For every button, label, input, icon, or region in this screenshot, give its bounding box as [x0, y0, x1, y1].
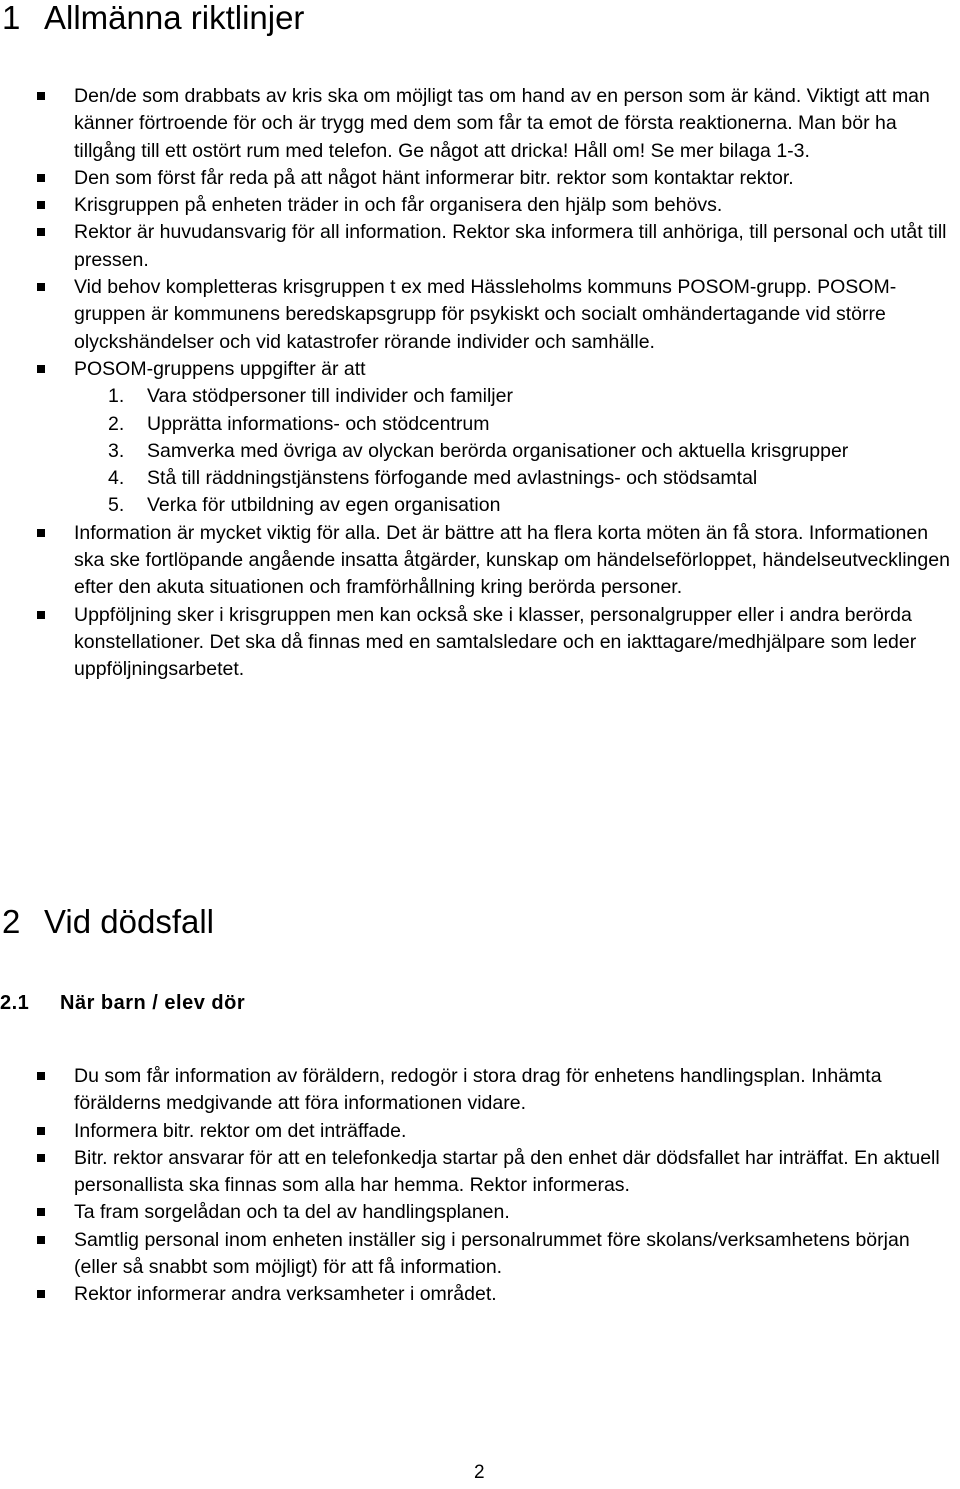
list-item-text: Samtlig personal inom enheten inställer sig i personalrummet före skolans/verksamhetens början (eller så snabbt som möjligt) för att få information. [74, 1228, 910, 1279]
square-bullet-icon [37, 1236, 45, 1244]
list-item [0, 192, 960, 219]
square-bullet-icon [37, 1208, 45, 1216]
list-item-text: Information är mycket viktig för alla. Det är bättre att ha flera korta möten än få stora. Informationen ska ske fortlöpande angående insatta åtgärder, kunskap om händelseförloppet, händelseutvecklingen efter den akuta situationen och framförhållning kring berörda personer. [74, 521, 950, 599]
square-bullet-icon [37, 611, 45, 619]
list-item-text: Rektor är huvudansvarig för all information. Rektor ska informera till anhöriga, till personal och utåt till pressen. [74, 221, 947, 271]
list-item-text: Den som först får reda på att något hänt informerar bitr. rektor som kontaktar rektor. [74, 166, 794, 189]
section-1-list [0, 83, 960, 684]
numbered-item [74, 438, 956, 465]
section-2-1-list [0, 1063, 960, 1309]
square-bullet-icon [37, 174, 45, 182]
square-bullet-icon [37, 283, 45, 291]
list-item-text: POSOM-gruppens uppgifter är att [74, 357, 366, 380]
list-item [0, 1145, 960, 1200]
posom-task-list [74, 383, 956, 519]
numbered-item [74, 465, 956, 492]
section-1-number: 1 [2, 0, 21, 36]
square-bullet-icon [37, 365, 45, 373]
section-1-heading [2, 0, 304, 36]
list-item [0, 219, 960, 274]
square-bullet-icon [37, 1154, 45, 1162]
item-number: 5. [108, 494, 125, 517]
list-item [0, 1118, 960, 1145]
item-text: Verka för utbildning av egen organisation [147, 494, 501, 517]
list-item [0, 274, 960, 356]
list-item [0, 520, 960, 602]
section-2-1-title: När barn / elev dör [60, 992, 246, 1014]
item-number: 3. [108, 439, 125, 462]
square-bullet-icon [37, 201, 45, 209]
section-2-title: Vid dödsfall [44, 903, 215, 940]
section-2-number: 2 [2, 903, 21, 940]
section-2-1-number: 2.1 [0, 992, 30, 1014]
list-item-text: Bitr. rektor ansvarar för att en telefonkedja startar på den enhet där dödsfallet har inträffat. En aktuell personallista ska finnas som alla har hemma. Rektor informeras. [74, 1146, 940, 1197]
numbered-item [74, 492, 956, 519]
list-item-text: Den/de som drabbats av kris ska om möjligt tas om hand av en person som är känd. Viktigt att man känner förtroende för och är trygg med dem som får ta emot de första reaktionerna. Man bör ha tillgång till ett ostört rum med telefon. Ge något att dricka! Håll om! Se mer bilaga 1-3. [74, 85, 930, 162]
square-bullet-icon [37, 1290, 45, 1298]
list-item-text: Du som får information av föräldern, redogör i stora drag för enhetens handlingsplan. Inhämta förälderns medgivande att föra informationen vidare. [74, 1065, 882, 1115]
list-item-text: Vid behov kompletteras krisgruppen t ex med Hässleholms kommuns POSOM-grupp. POSOM-gruppen är kommunens beredskapsgrupp för psykiskt och socialt omhändertagande vid större olyckshändelser och vid katastrofer rörande individer och samhälle. [74, 276, 897, 353]
square-bullet-icon [37, 1072, 45, 1080]
section-2-1-heading [0, 990, 245, 1016]
section-2-heading [2, 904, 214, 940]
numbered-item [74, 383, 956, 410]
list-item [0, 83, 960, 165]
square-bullet-icon [37, 92, 45, 100]
numbered-item [74, 411, 956, 438]
list-item [0, 356, 960, 520]
list-item-text: Uppföljning sker i krisgruppen men kan också ske i klasser, personalgrupper eller i andra berörda konstellationer. Det ska då finnas med en samtalsledare och en iakttagare/medhjälpare som leder uppföljningsarbetet. [74, 603, 917, 681]
item-text: Stå till räddningstjänstens förfogande med avlastnings- och stödsamtal [147, 467, 758, 490]
list-item [0, 602, 960, 684]
list-item [0, 165, 960, 192]
item-text: Upprätta informations- och stödcentrum [147, 412, 490, 435]
list-item [0, 1199, 960, 1226]
list-item [0, 1227, 960, 1282]
list-item-text: Ta fram sorgelådan och ta del av handlingsplanen. [74, 1201, 510, 1224]
page-number: 2 [474, 1462, 485, 1483]
section-1-title: Allmänna riktlinjer [44, 0, 305, 36]
item-number: 1. [108, 385, 125, 408]
square-bullet-icon [37, 228, 45, 236]
list-item [0, 1063, 960, 1118]
square-bullet-icon [37, 529, 45, 537]
item-number: 2. [108, 412, 125, 435]
list-item-text: Rektor informerar andra verksamheter i området. [74, 1283, 497, 1306]
square-bullet-icon [37, 1127, 45, 1135]
item-text: Vara stödpersoner till individer och familjer [147, 385, 513, 408]
list-item-text: Informera bitr. rektor om det inträffade. [74, 1119, 407, 1142]
item-text: Samverka med övriga av olyckan berörda organisationer och aktuella krisgrupper [147, 439, 849, 462]
list-item-text: Krisgruppen på enheten träder in och får organisera den hjälp som behövs. [74, 194, 723, 217]
item-number: 4. [108, 467, 125, 490]
list-item [0, 1281, 960, 1308]
